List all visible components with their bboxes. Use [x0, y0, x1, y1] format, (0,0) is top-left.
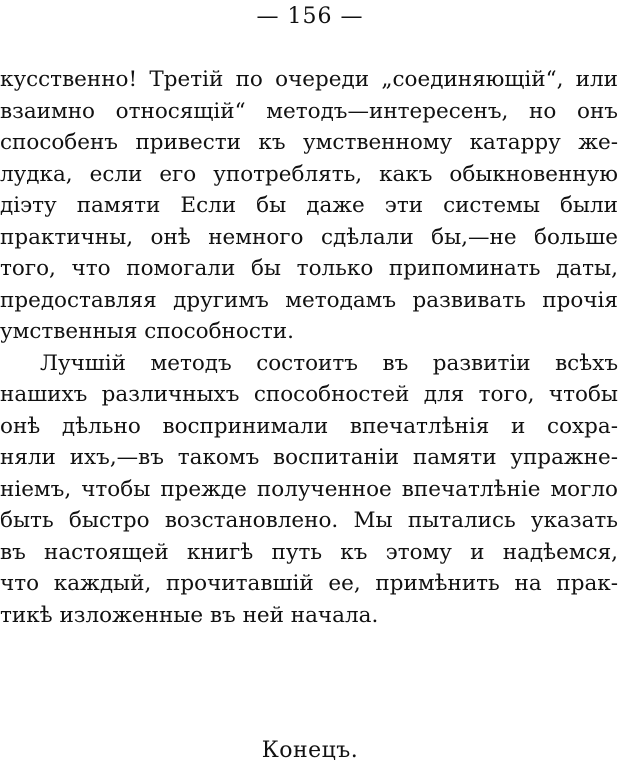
text-line: нашихъ различныхъ способностей для того, чтобы	[0, 382, 618, 407]
text-line: лудка, если его употреблять, какъ обыкновенную	[0, 161, 618, 187]
text-line: быть быстро возстановлено. Мы пытались указать	[0, 508, 618, 533]
text-line: онѣ дѣльно воспринимали впечатлѣнія и сохра-	[0, 413, 618, 439]
text-line: умственныя способности.	[0, 319, 294, 344]
text-line: что каждый, прочитавшій ее, примѣнить на прак-	[0, 571, 618, 596]
text-line: того, что помогали бы только припоминать даты,	[0, 256, 618, 281]
text-line: ніемъ, чтобы прежде полученное впечатлѣніе могло	[0, 476, 618, 502]
body-text	[0, 64, 618, 631]
ending-text: Конецъ.	[261, 738, 359, 763]
text-line: Лучшій методъ состоитъ въ развитіи всѣхъ	[40, 350, 618, 376]
text-line: няли ихъ,—въ такомъ воспитаніи памяти упражне-	[0, 445, 618, 470]
text-line: діэту памяти Если бы даже эти системы были	[0, 193, 618, 218]
text-line: въ настоящей книгѣ путь къ этому и надѣемся,	[0, 539, 618, 565]
paragraph-2	[0, 348, 618, 632]
text-line: предоставляя другимъ методамъ развивать прочія	[0, 287, 618, 313]
text-line: способенъ привести къ умственному катарру же-	[0, 130, 618, 155]
paragraph-1	[0, 64, 618, 348]
page-number: — 156 —	[256, 4, 364, 29]
text-line: практичны, онѣ немного сдѣлали бы,—не больше	[0, 224, 618, 250]
text-line: тикѣ изложенные въ ней начала.	[0, 602, 379, 628]
text-line: кусственно! Третій по очереди „соединяющій“, или	[0, 67, 618, 92]
text-line: взаимно относящій“ методъ—интересенъ, но онъ	[0, 98, 618, 124]
